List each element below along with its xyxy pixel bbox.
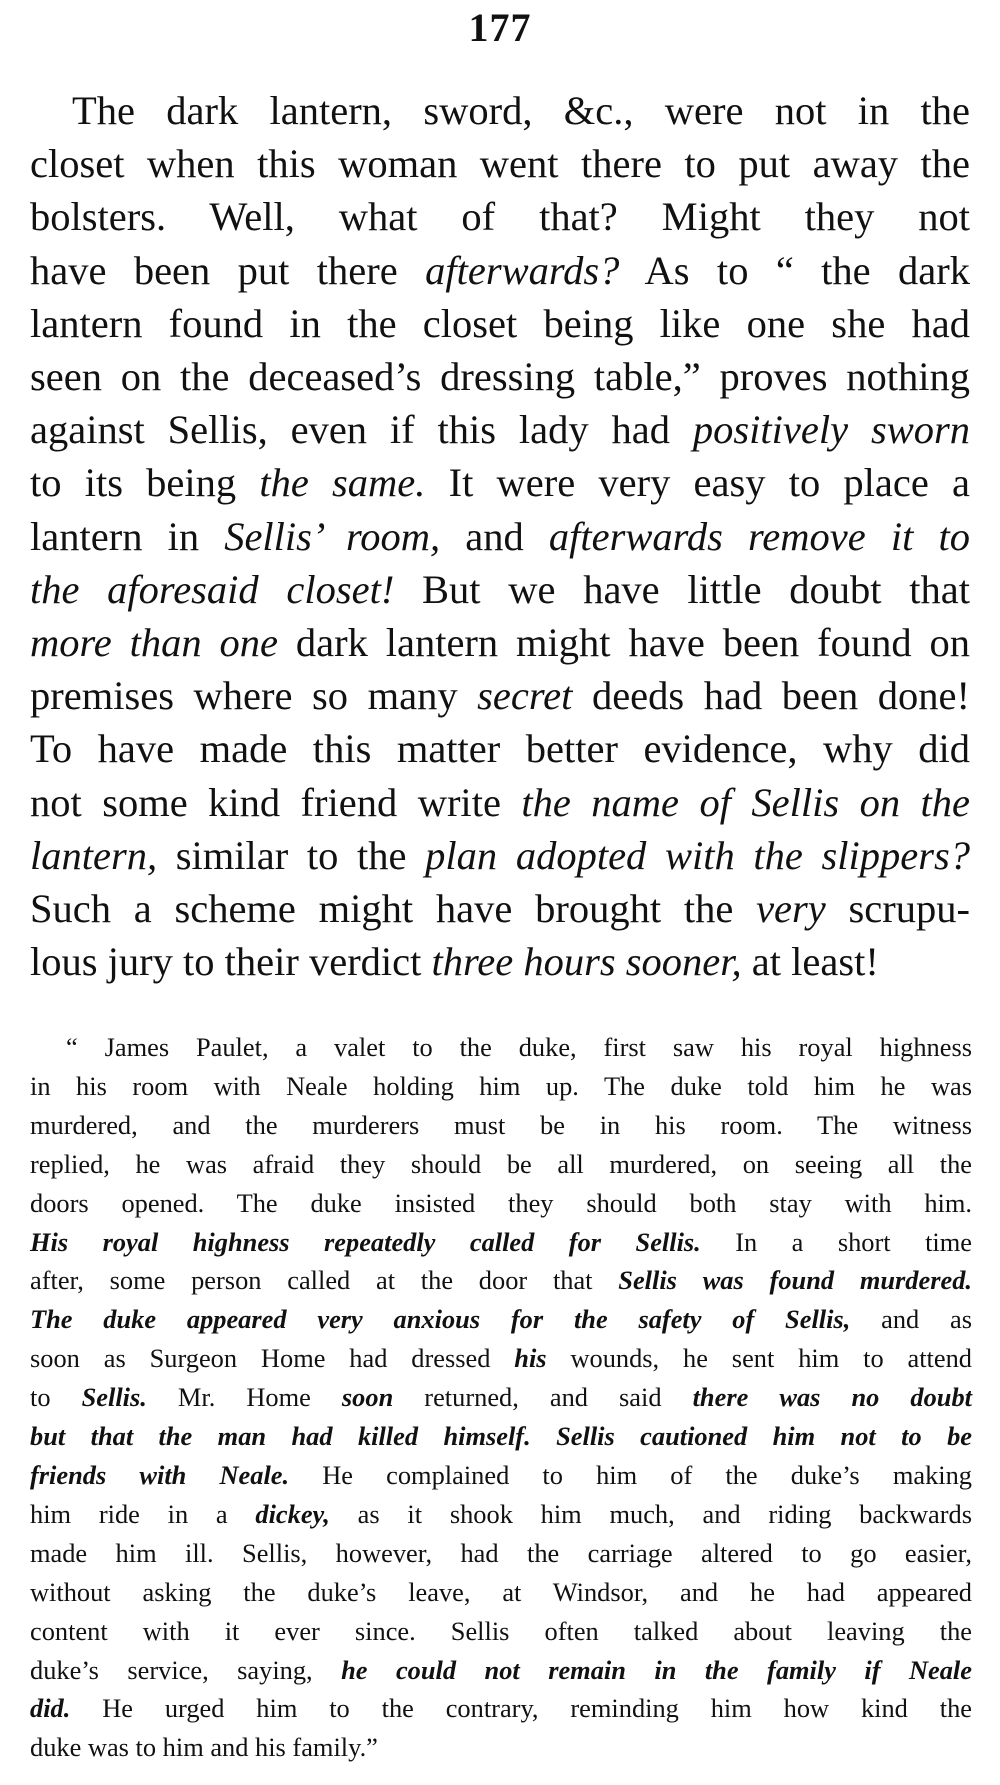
text-span: have been put there [30,247,426,293]
emphasis-span: Sellis’ room, [224,513,441,559]
footnote-line [30,1728,972,1767]
text-span: deeds had been done! [572,673,971,719]
text-span: He urged him to the contrary, reminding him how kind the [70,1693,972,1724]
text-span: It were very easy to place a [425,460,971,506]
body-line [30,137,970,190]
emphasis-span: afterwards? [425,247,620,293]
body-line [30,190,970,243]
text-span: and [440,513,549,559]
footnote-line [30,1689,972,1728]
body-line [30,84,970,137]
text-span: as it shook him much, and riding backwards [329,1498,972,1529]
footnote-line [30,1067,972,1106]
emphasis-span: soon [341,1382,394,1413]
body-line [30,935,970,988]
text-span: He complained to him of the duke’s making [289,1459,972,1490]
footnote-line [30,1106,972,1145]
body-line [30,297,970,350]
footnote-line [30,1028,972,1067]
emphasis-span: three hours sooner, [431,939,742,985]
text-span: duke was to him and his family.” [30,1732,378,1763]
text-span: duke’s service, saying, [30,1654,342,1685]
text-span: doors opened. The duke insisted they should both stay with him. [30,1187,972,1218]
text-span: made him ill. Sellis, however, had the carriage altered to go easier, [30,1537,972,1568]
page-number: 177 [468,5,532,50]
text-span: returned, and said [393,1382,693,1413]
text-span: not some kind friend write [30,779,522,825]
emphasis-span: more than one [30,620,278,666]
body-line [30,616,970,669]
footnote-line [30,1145,972,1184]
emphasis-span: positively sworn [692,407,970,453]
footnote-line [30,1417,972,1456]
text-span: bolsters. Well, what of that? Might they not [30,194,970,240]
text-span: replied, he was afraid they should be all murdered, on seeing all the [30,1148,972,1179]
footnote-line [30,1534,972,1573]
text-span: to [30,1382,82,1413]
emphasis-span: very [756,886,826,932]
text-span: lantern found in the closet being like one she had [30,300,970,346]
text-span: But we have little doubt that [394,566,970,612]
text-span: closet when this woman went there to put away the [30,141,970,187]
body-line [30,722,970,775]
emphasis-span: afterwards remove it to [548,513,970,559]
footnote-line [30,1456,972,1495]
body-line [30,403,970,456]
text-span: without asking the duke’s leave, at Windsor, and he had appeared [30,1576,972,1607]
text-span: and as [850,1304,972,1335]
body-line [30,882,970,935]
body-line [30,563,970,616]
text-span: similar to the [157,832,426,878]
text-span: seen on the deceased’s dressing table,” proves nothing [30,354,970,400]
emphasis-span: did. [30,1693,71,1724]
footnote-line [30,1223,972,1262]
body-line [30,669,970,722]
text-span: against Sellis, even if this lady had [30,407,693,453]
footnote-line [30,1495,972,1534]
body-line [30,776,970,829]
body-line [30,829,970,882]
emphasis-span: dickey, [255,1498,330,1529]
emphasis-span: plan adopted with the slippers? [425,832,970,878]
text-span: lantern in [30,513,225,559]
text-span: wounds, he sent him to attend [546,1343,972,1374]
body-line [30,510,970,563]
text-span: scrupu- [825,886,970,932]
text-span: murdered, and the murderers must be in his room. The witness [30,1109,972,1140]
text-span: dark lantern might have been found on [277,620,970,666]
text-span: As to “ the dark [619,247,970,293]
emphasis-span: friends with Neale. [30,1459,290,1490]
footnote-line [30,1612,972,1651]
text-span: In a short time [700,1226,972,1257]
text-span: after, some person called at the door that [30,1265,619,1296]
text-span: at least! [741,939,879,985]
emphasis-span: the name of Sellis on the [521,779,970,825]
text-span: him ride in a [30,1498,256,1529]
emphasis-span: his [514,1343,547,1374]
emphasis-span: Sellis. [81,1382,147,1413]
text-span: “ James Paulet, a valet to the duke, first saw his royal highness [66,1032,972,1062]
body-line [30,350,970,403]
text-span: content with it ever since. Sellis often talked about leaving the [30,1615,972,1646]
emphasis-span: lantern, [30,832,158,878]
footnote-line [30,1378,972,1417]
emphasis-span: the same. [259,460,426,506]
footnote [30,1028,972,1767]
footnote-line [30,1184,972,1223]
footnote-line [30,1573,972,1612]
emphasis-span: Sellis was found murdered. [618,1265,972,1296]
emphasis-span: His royal highness repeatedly called for Sellis. [30,1226,701,1257]
text-span: soon as Surgeon Home had dressed [30,1343,515,1374]
text-span: in his room with Neale holding him up. The duke told him he was [30,1070,972,1101]
text-span: To have made this matter better evidence, why did [30,726,970,772]
emphasis-span: Sellis cautioned him not to be [556,1421,972,1452]
text-span: Mr. Home [146,1382,342,1413]
emphasis-span: but that the man had killed himself. [30,1421,531,1452]
emphasis-span: secret [477,673,573,719]
text-span: to its being [30,460,260,506]
main-text [30,84,970,988]
emphasis-span: he could not remain in the family if Neale [341,1654,972,1685]
footnote-line [30,1261,972,1300]
emphasis-span: there was no doubt [692,1382,972,1413]
footnote-line [30,1300,972,1339]
text-span: Such a scheme might have brought the [30,886,757,932]
body-line [30,244,970,297]
footnote-line [30,1339,972,1378]
text-span: premises where so many [30,673,478,719]
emphasis-span: The duke appeared very anxious for the safety of Sellis, [30,1304,851,1335]
text-span: The dark lantern, sword, &c., were not in the [72,88,970,133]
text-span: lous jury to their verdict [30,939,432,985]
footnote-line [30,1651,972,1690]
emphasis-span: the aforesaid closet! [30,566,395,612]
text-span [531,1421,556,1451]
body-line [30,456,970,509]
